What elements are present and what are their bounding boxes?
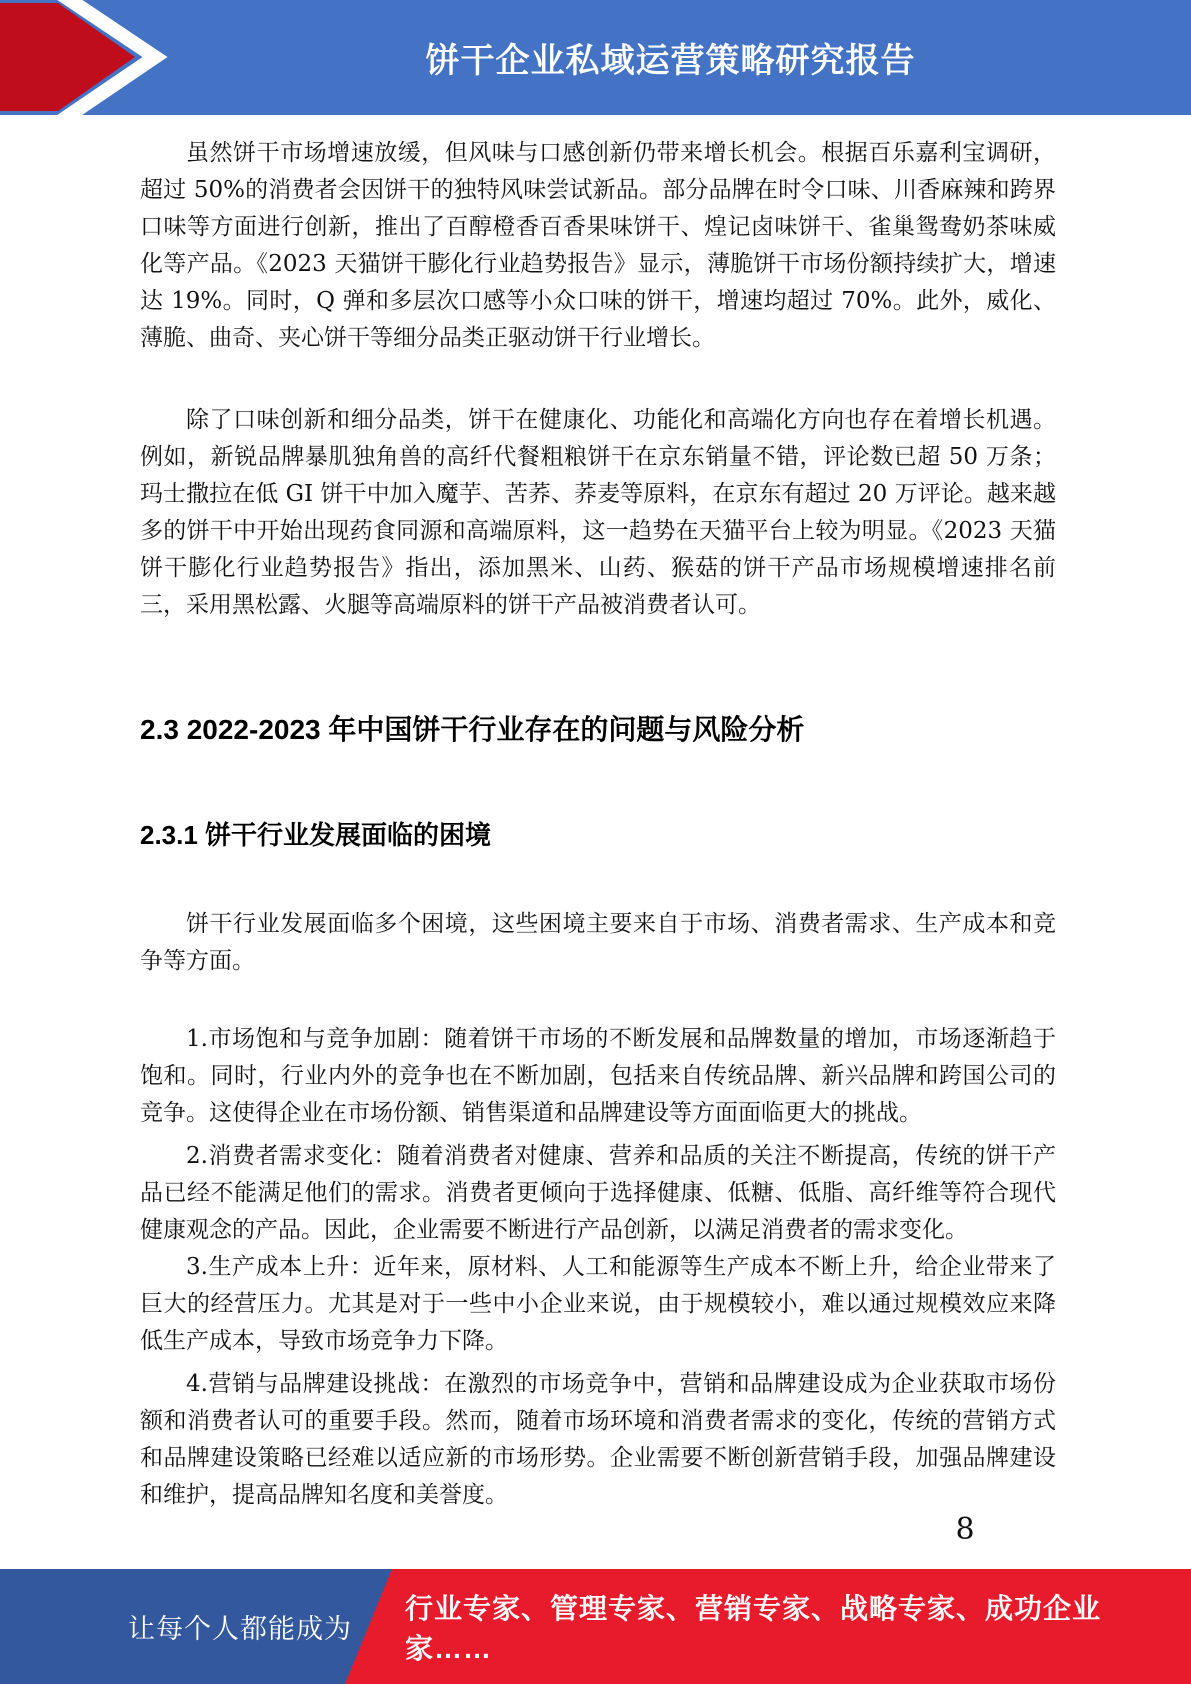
section-heading-2-3: 2.3 2022-2023 年中国饼干行业存在的问题与风险分析 xyxy=(140,714,805,745)
paragraph-market-flavor-innovation: 虽然饼干市场增速放缓，但风味与口感创新仍带来增长机会。根据百乐嘉利宝调研，超过 50%的消费者会因饼干的独特风味尝试新品。部分品牌在时令口味、川香麻辣和跨界口味等方面进行创新，推出了百醇橙香百香果味饼干、煌记卤味饼干、雀巢鸳鸯奶茶味威化等产品。《2023 天猫饼干膨化行业趋势报告》显示，薄脆饼干市场份额持续扩大，增速达 19%。同时，Q 弹和多层次口感等小众口味的饼干，增速均超过 70%。此外，威化、薄脆、曲奇、夹心饼干等细分品类正驱动饼干行业增长。 xyxy=(140,140,1057,351)
list-item-marketing-branding: 4.营销与品牌建设挑战：在激烈的市场竞争中，营销和品牌建设成为企业获取市场份额和消费者认可的重要手段。然而，随着市场环境和消费者需求的变化，传统的营销方式和品牌建设策略已经难以适应新的市场形势。企业需要不断创新营销手段，加强品牌建设和维护，提高品牌知名度和美誉度。 xyxy=(140,1371,1056,1508)
section-heading-2-3-1: 2.3.1 饼干行业发展面临的困境 xyxy=(140,820,492,850)
paragraph-health-premium-opportunity: 除了口味创新和细分品类，饼干在健康化、功能化和高端化方向也存在着增长机遇。例如，新锐品牌暴肌独角兽的高纤代餐粗粮饼干在京东销量不错，评论数已超 50 万条；玛士撒拉在低 GI 饼干中加入魔芋、苦荞、荞麦等原料，在京东有超过 20 万评论。越来越多的饼干中开始出现药食同源和高端原料，这一趋势在天猫平台上较为明显。《2023 天猫饼干膨化行业趋势报告》指出，添加黑米、山药、猴菇的饼干产品市场规模增速排名前三，采用黑松露、火腿等高端原料的饼干产品被消费者认可。 xyxy=(140,407,1056,618)
red-chevron-icon xyxy=(0,0,170,115)
footer-slogan-right: 行业专家、管理专家、营销专家、战略专家、成功企业家…… xyxy=(405,1592,1102,1664)
document-body xyxy=(140,135,1056,1514)
header-banner xyxy=(0,0,1191,115)
paragraph-dilemma-intro: 饼干行业发展面临多个困境，这些困境主要来自于市场、消费者需求、生产成本和竞争等方面。 xyxy=(140,911,1056,974)
report-title: 饼干企业私域运营策略研究报告 xyxy=(425,42,916,80)
list-item-market-saturation: 1.市场饱和与竞争加剧：随着饼干市场的不断发展和品牌数量的增加，市场逐渐趋于饱和。同时，行业内外的竞争也在不断加剧，包括来自传统品牌、新兴品牌和跨国公司的竞争。这使得企业在市场份额、销售渠道和品牌建设等方面面临更大的挑战。 xyxy=(140,1026,1056,1126)
page-number: 8 xyxy=(955,1512,975,1547)
footer-banner xyxy=(0,1569,1191,1684)
footer-slogan-left: 让每个人都能成为 xyxy=(128,1614,352,1644)
list-item-consumer-demand: 2.消费者需求变化：随着消费者对健康、营养和品质的关注不断提高，传统的饼干产品已经不能满足他们的需求。消费者更倾向于选择健康、低糖、低脂、高纤维等符合现代健康观念的产品。因此，企业需要不断进行产品创新，以满足消费者的需求变化。 xyxy=(140,1143,1056,1243)
list-item-production-cost: 3.生产成本上升：近年来，原材料、人工和能源等生产成本不断上升，给企业带来了巨大的经营压力。尤其是对于一些中小企业来说，由于规模较小，难以通过规模效应来降低生产成本，导致市场竞争力下降。 xyxy=(140,1254,1056,1354)
